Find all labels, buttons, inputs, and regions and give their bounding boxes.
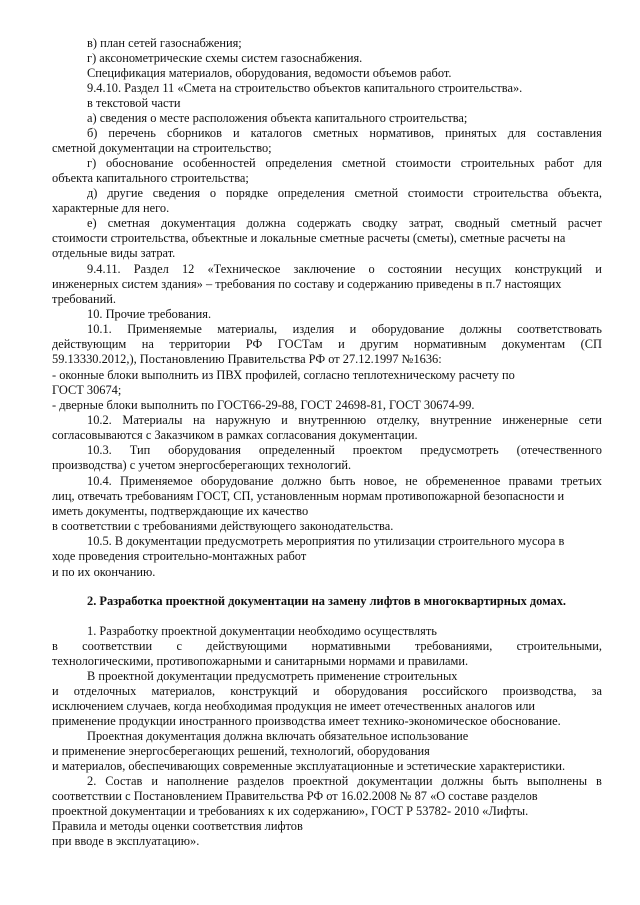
line-word: в [596, 774, 602, 788]
line-word: и [232, 126, 240, 140]
line-word: нормативными [311, 639, 391, 653]
line-word: и [312, 684, 320, 698]
text-line [87, 216, 602, 231]
line-word: 10.1. [87, 322, 112, 336]
line-word: сметная [107, 216, 150, 230]
line-word: 10.3. [87, 443, 112, 457]
line-word: Тип [129, 443, 151, 457]
text-line [87, 413, 602, 428]
text-line [87, 322, 602, 337]
text-line: инженерных систем здания» – требования по составу и содержанию приведены в п.7 настоящих [52, 277, 562, 291]
line-word: наполнение [166, 774, 229, 788]
section-heading: 2. Разработка проектной документации на замену лифтов в многоквартирных домах. [87, 594, 566, 608]
line-word: материалов, [151, 684, 216, 698]
text-line [87, 443, 602, 458]
text-line: в текстовой части [87, 96, 181, 110]
line-word: требованиями, [414, 639, 493, 653]
text-line: согласовываются с Заказчиком в рамках согласования документации. [52, 428, 418, 442]
line-word: и [338, 337, 345, 351]
text-line [87, 474, 602, 489]
line-word: определения [277, 186, 345, 200]
text-line: производства) с учетом энергосберегающих технологий. [52, 458, 352, 472]
line-word: составления [536, 126, 602, 140]
line-word: документация [161, 216, 236, 230]
line-word: и [595, 262, 602, 276]
line-word: третьих [560, 474, 602, 488]
line-word: другие [107, 186, 143, 200]
line-word: отделку, [376, 413, 420, 427]
text-line: ГОСТ 30674; [52, 383, 122, 397]
text-line [87, 774, 602, 789]
line-word: строительных [460, 156, 535, 170]
line-word: должна [246, 216, 286, 230]
line-word: 10.2. [87, 413, 112, 427]
line-word: заключение [293, 262, 356, 276]
line-word: изделия [292, 322, 335, 336]
line-word: Применяемые [127, 322, 202, 336]
line-word: оборудование [371, 322, 445, 336]
text-line: 9.4.10. Раздел 11 «Смета на строительство объектов капитального строительства». [87, 81, 523, 95]
line-word: затрат, [408, 216, 444, 230]
line-word: выполнены [527, 774, 588, 788]
line-word: внутреннюю [298, 413, 366, 427]
line-word: должно [281, 474, 322, 488]
line-word: должны [459, 322, 502, 336]
text-line [52, 639, 602, 654]
line-word: соответствии [82, 639, 153, 653]
text-line [52, 684, 602, 699]
text-line: в соответствии с требованиями действующего законодательства. [52, 519, 394, 533]
line-word: о [368, 262, 375, 276]
text-line: при вводе в эксплуатацию». [52, 834, 200, 848]
line-word: определенный [258, 443, 335, 457]
line-word: другим [360, 337, 399, 351]
line-word: территории [169, 337, 231, 351]
text-line: требований. [52, 292, 116, 306]
line-word: обоснование [105, 156, 174, 170]
line-word: сборников [166, 126, 222, 140]
text-line: и применение энергосберегающих решений, технологий, оборудования [52, 744, 430, 758]
line-word: документации [357, 774, 433, 788]
line-word: новое, [363, 474, 398, 488]
line-word: и [52, 684, 59, 698]
line-word: принятых [445, 126, 497, 140]
line-word: документам [501, 337, 566, 351]
text-line: ходе проведения строительно-монтажных работ [52, 549, 307, 563]
line-word: проектной [292, 774, 349, 788]
line-word: Применяемое [119, 474, 193, 488]
text-line: иметь документы, подтверждающие их качество [52, 504, 309, 518]
line-word: сети [578, 413, 602, 427]
line-word: б) [87, 126, 98, 140]
line-word: производства, [502, 684, 577, 698]
line-word: российского [422, 684, 488, 698]
line-word: с [176, 639, 182, 653]
line-word: правами [508, 474, 553, 488]
line-word: сметных [312, 126, 359, 140]
line-word: оборудования [168, 443, 241, 457]
line-word: е) [87, 216, 97, 230]
line-word: отделочных [73, 684, 137, 698]
line-word: 10.4. [87, 474, 112, 488]
text-line: В проектной документации предусмотреть применение строительных [87, 669, 458, 683]
line-word: состоянии [387, 262, 443, 276]
text-line [87, 186, 602, 201]
text-line [87, 156, 602, 171]
text-line: соответствии с Постановлением Правительства РФ от 16.02.2008 № 87 «О составе разделов [52, 789, 538, 803]
line-word: Раздел [133, 262, 169, 276]
line-word: на [141, 337, 154, 351]
line-word: нормативов, [369, 126, 435, 140]
line-word: внутренние [430, 413, 492, 427]
line-word: на [192, 413, 206, 427]
line-word: каталогов [250, 126, 302, 140]
text-line: сметной документации на строительство; [52, 141, 272, 155]
text-line: 1. Разработку проектной документации необходимо осуществлять [87, 624, 437, 638]
text-line: г) аксонометрические схемы систем газоснабжения. [87, 51, 363, 65]
line-word: сметный [510, 216, 557, 230]
line-word: не [405, 474, 418, 488]
line-word: «Техническое [207, 262, 281, 276]
line-word: 2. [87, 774, 97, 788]
line-word: материалы, [217, 322, 278, 336]
line-word: оборудования [334, 684, 408, 698]
line-word: содержать [296, 216, 352, 230]
text-line: характерные для него. [52, 201, 170, 215]
line-word: и [281, 413, 288, 427]
line-word: строительства [473, 186, 549, 200]
line-word: должны [441, 774, 484, 788]
text-line: 10. Прочие требования. [87, 307, 212, 321]
line-word: разделов [237, 774, 284, 788]
line-word: для [507, 126, 526, 140]
line-word: (СП [580, 337, 602, 351]
line-word: соответствовать [517, 322, 602, 336]
line-word: сводный [454, 216, 500, 230]
line-word: для [583, 156, 602, 170]
line-word: г) [87, 156, 97, 170]
line-word: несущих [455, 262, 502, 276]
line-word: предусмотреть [420, 443, 499, 457]
text-line: 10.5. В документации предусмотреть мероприятия по утилизации строительного мусора в [87, 534, 565, 548]
line-word: проектом [352, 443, 403, 457]
line-word: инженерные [502, 413, 569, 427]
line-word: нормативным [413, 337, 487, 351]
text-line: и материалов, обеспечивающих современные эксплуатационные и эстетические характеристики. [52, 759, 566, 773]
line-word: и [349, 322, 357, 336]
text-line [87, 262, 602, 277]
line-word: д) [87, 186, 98, 200]
text-line [52, 337, 602, 352]
line-word: ГОСТам [277, 337, 323, 351]
line-word: обремененное [425, 474, 501, 488]
line-word: Состав [105, 774, 143, 788]
line-word: стоимости [407, 186, 464, 200]
line-word: наружную [215, 413, 271, 427]
text-line [87, 126, 602, 141]
text-line: 59.13330.2012,), Постановлению Правительства РФ от 27.12.1997 №1636: [52, 352, 442, 366]
line-word: за [591, 684, 602, 698]
line-word: о [209, 186, 217, 200]
line-word: конструкций [230, 684, 298, 698]
text-line: - дверные блоки выполнить по ГОСТ66-29-88, ГОСТ 24698-81, ГОСТ 30674-99. [52, 398, 475, 412]
line-word: строительными, [516, 639, 602, 653]
text-line: стоимости строительства, объектные и локальные сметные расчеты (сметы), сметные расчеты на [52, 231, 566, 245]
line-word: оборудование [200, 474, 274, 488]
line-word: Материалы [122, 413, 183, 427]
line-word: перечень [108, 126, 156, 140]
line-word: объекта, [557, 186, 602, 200]
text-line: Спецификация материалов, оборудования, ведомости объемов работ. [87, 66, 452, 80]
line-word: стоимости [395, 156, 451, 170]
line-word: определения [265, 156, 333, 170]
line-word: особенностей [183, 156, 256, 170]
line-word: расчет [567, 216, 602, 230]
text-line: Правила и методы оценки соответствия лифтов [52, 819, 303, 833]
text-line: и по их окончанию. [52, 565, 156, 579]
text-line: применение продукции иностранного производства имеет технико-экономическое обоснование. [52, 714, 561, 728]
line-word: порядке [225, 186, 269, 200]
text-line: исключением случаев, когда необходимая продукция не имеет отечественных аналогов или [52, 699, 536, 713]
line-word: и [151, 774, 158, 788]
text-line: а) сведения о месте расположения объекта капитального строительства; [87, 111, 468, 125]
text-line: технологическими, противопожарными и санитарными нормами и правилами. [52, 654, 469, 668]
text-line: проектной документации и требованиях к их содержанию», ГОСТ Р 53782- 2010 «Лифты. [52, 804, 529, 818]
text-line: отдельные виды затрат. [52, 246, 176, 260]
line-word: сметной [342, 156, 386, 170]
text-line: объекта капитального строительства; [52, 171, 249, 185]
line-word: в [52, 639, 58, 653]
line-word: действующими [206, 639, 288, 653]
line-word: РФ [245, 337, 263, 351]
text-line: лиц, отвечать требованиям ГОСТ, СП, установленным нормам противопожарной безопасности и [52, 489, 565, 503]
line-word: работ [544, 156, 574, 170]
line-word: конструкций [514, 262, 583, 276]
line-word: действующим [52, 337, 127, 351]
line-word: сведения [152, 186, 201, 200]
line-word: 9.4.11. [87, 262, 121, 276]
line-word: быть [492, 774, 519, 788]
text-line: в) план сетей газоснабжения; [87, 36, 242, 50]
line-word: быть [329, 474, 356, 488]
line-word: (отечественного [516, 443, 602, 457]
line-word: 12 [181, 262, 195, 276]
text-line: Проектная документация должна включать обязательное использование [87, 729, 469, 743]
text-line: - оконные блоки выполнить из ПВХ профилей, согласно теплотехническому расчету по [52, 368, 515, 382]
line-word: сметной [354, 186, 399, 200]
line-word: сводку [362, 216, 398, 230]
